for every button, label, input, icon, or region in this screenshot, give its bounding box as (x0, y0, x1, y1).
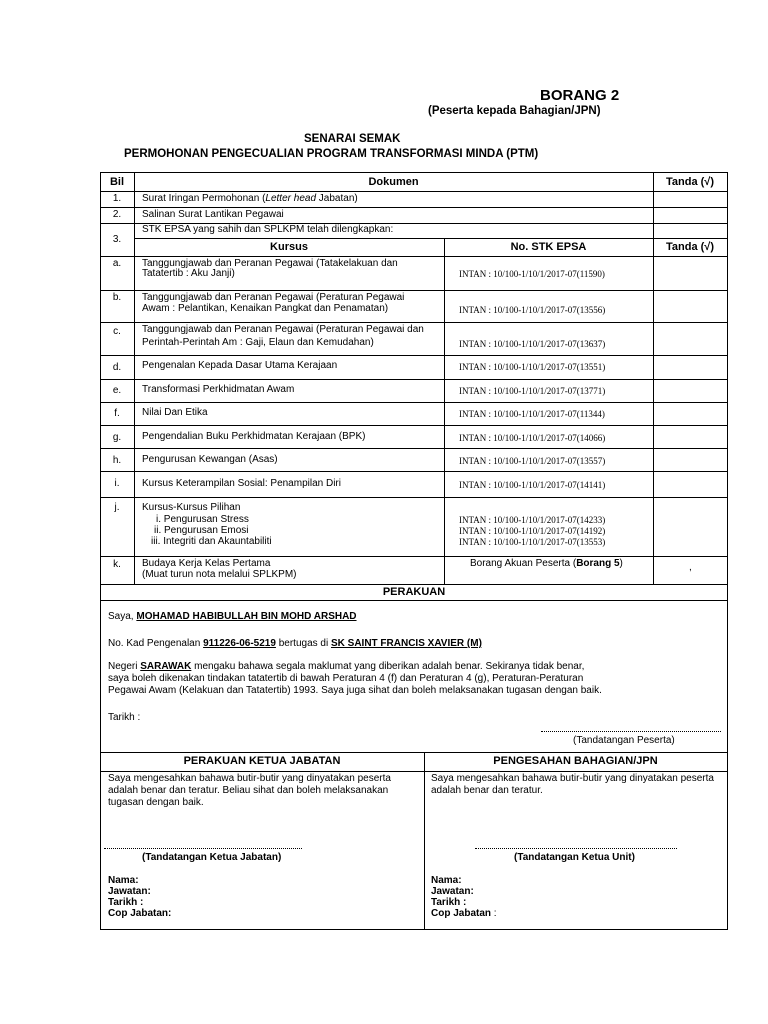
course-name-line2: Awam : Pelantikan, Kenaikan Pangkat dan Penamatan) (142, 303, 389, 314)
course-name-line1: Pengenalan Kepada Dasar Utama Kerajaan (142, 360, 338, 371)
course-letter: c. (113, 326, 121, 337)
declarant-name-line (108, 611, 357, 623)
declaration-line1 (108, 661, 584, 673)
pengesahan-text-line1: Saya mengesahkan bahawa butir-butir yang dinyatakan peserta (431, 773, 714, 784)
declaration-line3: Pegawai Awam (Kelakuan dan Tatatertib) 1993. Saya juga sihat dan boleh melaksanakan tugasan dengan baik. (108, 685, 602, 696)
negeri-label: Negeri (108, 661, 141, 672)
course-checkbox[interactable] (654, 498, 726, 555)
course-name-line1: Pengendalian Buku Perkhidmatan Kerajaan (BPK) (142, 431, 366, 442)
course-letter: d. (112, 362, 122, 373)
ketua-signature-caption: (Tandatangan Ketua Jabatan) (142, 852, 282, 863)
course-stk: INTAN : 10/100-1/10/1/2017-07(13551) (459, 362, 606, 372)
page-title-line2: PERMOHONAN PENGECUALIAN PROGRAM TRANSFORMASI MINDA (PTM) (124, 148, 539, 160)
unit-signature-caption: (Tandatangan Ketua Unit) (514, 852, 635, 863)
ketua-cop-label: Cop Jabatan: (108, 908, 172, 919)
page-title-line1: SENARAI SEMAK (304, 133, 401, 145)
declaration-line2: saya boleh dikenakan tindakan tatatertib di bawah Peraturan 4 (f) dan Peraturan 4 (g), Peraturan-Peraturan (108, 673, 584, 684)
participant-signature-line[interactable] (541, 731, 721, 732)
course-letter: a. (112, 258, 122, 269)
sub-header-tanda: Tanda (√) (666, 241, 714, 253)
row-1-checkbox[interactable] (654, 192, 726, 206)
course-name-line1: Tanggungjawab dan Peranan Pegawai (Peraturan Pegawai dan (142, 324, 424, 335)
row-1-text-b: Jabatan) (316, 193, 358, 204)
form-number: BORANG 2 (540, 87, 620, 104)
course-checkbox[interactable] (654, 403, 726, 424)
course-checkbox[interactable] (654, 557, 726, 583)
ketua-heading: PERAKUAN KETUA JABATAN (183, 755, 341, 767)
ketua-text-line1: Saya mengesahkan bahawa butir-butir yang dinyatakan peserta (108, 773, 391, 784)
elective-stk-2: INTAN : 10/100-1/10/1/2017-07(14192) (459, 526, 606, 536)
stk-text-a: Borang Akuan Peserta ( (470, 558, 577, 569)
course-name-line1: Pengurusan Kewangan (Asas) (142, 454, 278, 465)
course-checkbox[interactable] (654, 257, 726, 289)
row-2-document: Salinan Surat Lantikan Pegawai (142, 209, 284, 220)
pengesahan-cop-label (431, 908, 497, 920)
course-letter: f. (114, 408, 120, 419)
col-header-bil: Bil (109, 176, 125, 188)
ic-label: No. Kad Pengenalan (108, 638, 204, 649)
pengesahan-tarikh-label: Tarikh : (431, 897, 467, 908)
elective-item-2: ii. Pengurusan Emosi (154, 525, 249, 536)
course-stk: INTAN : 10/100-1/10/1/2017-07(11344) (459, 409, 605, 419)
course-letter: h. (112, 455, 122, 466)
course-checkbox[interactable] (654, 291, 726, 321)
elective-stk-1: INTAN : 10/100-1/10/1/2017-07(14233) (459, 515, 606, 525)
state-name: SARAWAK (140, 661, 192, 672)
pengesahan-jawatan-label: Jawatan: (431, 886, 474, 897)
row-3-number: 3. (112, 234, 122, 245)
ketua-signature-line[interactable] (104, 848, 302, 849)
sub-header-stk: No. STK EPSA (510, 241, 587, 253)
ketua-text-line2: adalah benar dan teratur. Beliau sihat dan boleh melaksanakan (108, 785, 389, 796)
course-checkbox[interactable] (654, 449, 726, 470)
pengesahan-heading: PENGESAHAN BAHAGIAN/JPN (493, 755, 658, 767)
ketua-jawatan-label: Jawatan: (108, 886, 151, 897)
stk-text-bold: Borang 5 (576, 558, 620, 569)
col-header-dokumen: Dokumen (368, 176, 419, 188)
course-checkbox[interactable] (654, 323, 726, 354)
perakuan-heading: PERAKUAN (382, 586, 446, 598)
ketua-text-line3: tugasan dengan baik. (108, 797, 204, 808)
saya-label: Saya, (108, 611, 137, 622)
course-stk: INTAN : 10/100-1/10/1/2017-07(13637) (459, 339, 606, 349)
row-3-document: STK EPSA yang sahih dan SPLKPM telah dilengkapkan: (142, 224, 394, 235)
course-name-line1: Kursus Keterampilan Sosial: Penampilan Diri (142, 478, 341, 489)
participant-signature-caption: (Tandatangan Peserta) (573, 735, 675, 746)
ic-number: 911226-06-5219 (203, 638, 276, 649)
row-1-text-italic: Letter head (265, 193, 317, 204)
elective-item-1: i. Pengurusan Stress (156, 514, 249, 525)
course-stk: INTAN : 10/100-1/10/1/2017-07(13556) (459, 305, 606, 315)
ketua-tarikh-label: Tarikh : (108, 897, 144, 908)
row-1-document (142, 193, 358, 205)
elective-stk-3: INTAN : 10/100-1/10/1/2017-07(13553) (459, 537, 606, 547)
bertugas-label: bertugas di (275, 638, 331, 649)
course-name-line2: Tatatertib : Aku Janji) (142, 268, 235, 279)
elective-item-3: iii. Integriti dan Akauntabiliti (151, 536, 272, 547)
course-letter: i. (114, 478, 120, 489)
course-letter: b. (112, 292, 122, 303)
ketua-nama-label: Nama: (108, 875, 139, 886)
elective-title: Kursus-Kursus Pilihan (142, 502, 241, 513)
course-name-line1: Budaya Kerja Kelas Pertama (142, 558, 271, 569)
pengesahan-nama-label: Nama: (431, 875, 462, 886)
course-name-line2: (Muat turun nota melalui SPLKPM) (142, 569, 297, 580)
col-header-tanda: Tanda (√) (666, 176, 714, 188)
unit-signature-line[interactable] (475, 848, 677, 849)
course-stk: INTAN : 10/100-1/10/1/2017-07(11590) (459, 269, 605, 279)
course-name-line1: Tanggungjawab dan Peranan Pegawai (Peraturan Pegawai (142, 292, 405, 303)
course-stk: INTAN : 10/100-1/10/1/2017-07(13771) (459, 386, 606, 396)
sub-header-kursus: Kursus (270, 241, 308, 253)
course-checkbox[interactable] (654, 426, 726, 447)
course-name-line1: Transformasi Perkhidmatan Awam (142, 384, 295, 395)
pengesahan-text-line2: adalah benar dan teratur. (431, 785, 543, 796)
school-name: SK SAINT FRANCIS XAVIER (M) (330, 638, 482, 649)
course-letter: e. (112, 385, 122, 396)
course-checkbox[interactable] (654, 380, 726, 401)
course-checkbox[interactable] (654, 356, 726, 378)
stk-text-b: ) (619, 558, 623, 569)
course-stk (470, 558, 623, 570)
declaration-text-1: mengaku bahawa segala maklumat yang diberikan adalah benar. Sekiranya tidak benar, (191, 661, 585, 672)
course-stk: INTAN : 10/100-1/10/1/2017-07(14141) (459, 480, 606, 490)
course-stk: INTAN : 10/100-1/10/1/2017-07(14066) (459, 433, 606, 443)
row-1-number: 1. (112, 193, 122, 204)
cop-label-bold: Cop Jabatan (431, 908, 492, 919)
course-tanda-mark: , (689, 562, 692, 573)
row-2-checkbox[interactable] (654, 208, 726, 222)
cop-label-colon: : (491, 908, 497, 919)
course-name-line2: Perintah-Perintah Am : Gaji, Elaun dan Kemudahan) (142, 337, 374, 348)
tarikh-label: Tarikh : (108, 712, 141, 723)
ic-line (108, 638, 482, 650)
course-checkbox[interactable] (654, 472, 726, 496)
course-stk: INTAN : 10/100-1/10/1/2017-07(13557) (459, 456, 606, 466)
course-name-line1: Nilai Dan Etika (142, 407, 208, 418)
course-name-line1: Tanggungjawab dan Peranan Pegawai (Tatakelakuan dan (142, 258, 398, 269)
course-letter: g. (112, 432, 122, 443)
form-subtitle: (Peserta kepada Bahagian/JPN) (428, 105, 601, 117)
course-letter: j. (114, 502, 120, 513)
course-letter: k. (113, 559, 121, 570)
row-2-number: 2. (112, 209, 122, 220)
declarant-name: MOHAMAD HABIBULLAH BIN MOHD ARSHAD (136, 611, 357, 622)
row-1-text-a: Surat Iringan Permohonan ( (142, 193, 266, 204)
